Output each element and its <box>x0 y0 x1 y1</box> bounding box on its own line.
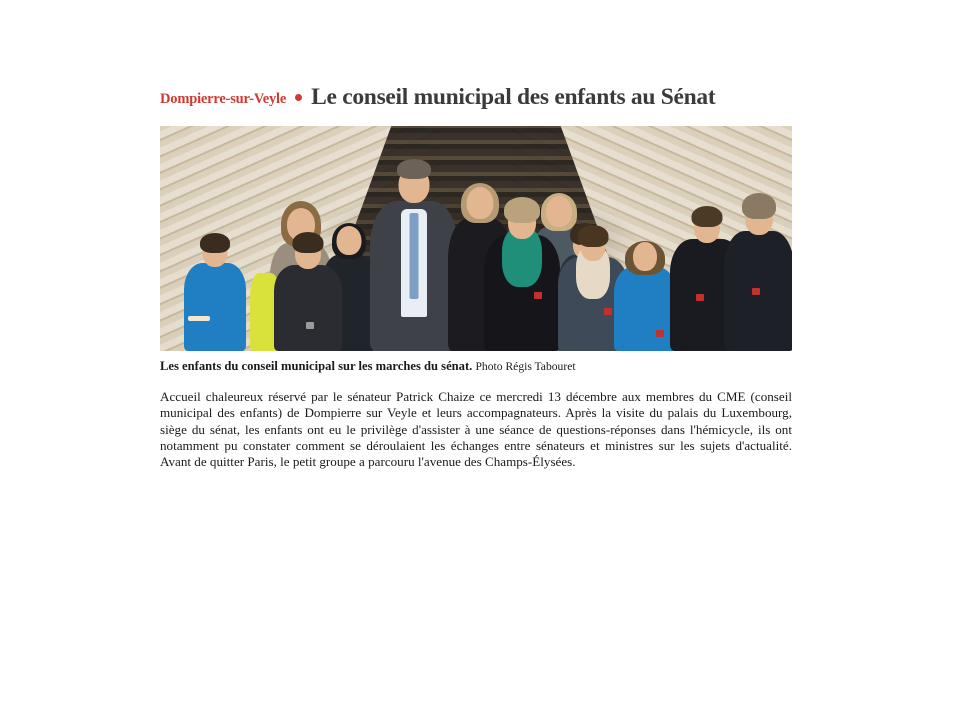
article-photo <box>160 126 792 351</box>
person-adult-green-scarf <box>482 199 562 351</box>
person-torso <box>184 263 246 351</box>
person-hair <box>692 206 723 227</box>
person-adult-front-right <box>722 191 792 351</box>
article-body <box>160 389 792 471</box>
caption-text: Les enfants du conseil municipal sur les marches du sénat. <box>160 359 473 373</box>
visitor-badge <box>534 292 542 299</box>
photo-credit: Photo Régis Tabouret <box>475 360 576 373</box>
headline-row <box>160 84 792 111</box>
person-tie <box>410 213 419 299</box>
visitor-badge <box>696 294 704 301</box>
person-hair <box>200 233 230 253</box>
person-child-blue-jacket <box>182 233 248 351</box>
body-paragraph: Accueil chaleureux réservé par le sénateur Patrick Chaize ce mercredi 13 décembre aux membres du CME (conseil municipal des enfants) de Dompierre sur Veyle et leurs accompagnateurs. Après la visite du palais du Luxembourg, siège du sénat, les enfants ont eu le privilège d'assister à une séance de questions-réponses dans l'hémicycle, ils ont notamment pu constater comment se déroulaient les échanges entre sénateurs et ministres sur les sujets d'actualité. Avant de quitter Paris, le petit groupe a parcouru l'avenue des Champs-Élysées. <box>160 388 792 470</box>
person-torso <box>614 267 676 351</box>
page-title: Le conseil municipal des enfants au Sénat <box>311 84 716 110</box>
person-hair <box>397 159 431 179</box>
person-head <box>633 242 657 271</box>
locality-tag: Dompierre-sur-Veyle <box>160 91 287 107</box>
person-hair <box>504 197 540 223</box>
person-hair <box>293 232 324 253</box>
person-hair <box>742 193 776 219</box>
jacket-stripe <box>188 316 210 321</box>
photo-caption <box>160 359 792 375</box>
red-bullet-icon <box>295 94 302 101</box>
person-torso <box>274 265 342 351</box>
visitor-badge <box>656 330 664 337</box>
visitor-badge <box>752 288 760 295</box>
person-child-dark-jacket-left <box>272 235 344 351</box>
person-hair <box>578 225 609 247</box>
visitor-badge <box>306 322 314 329</box>
visitor-badge <box>604 308 612 315</box>
photo-canvas <box>160 126 792 351</box>
newspaper-clipping <box>160 84 792 471</box>
